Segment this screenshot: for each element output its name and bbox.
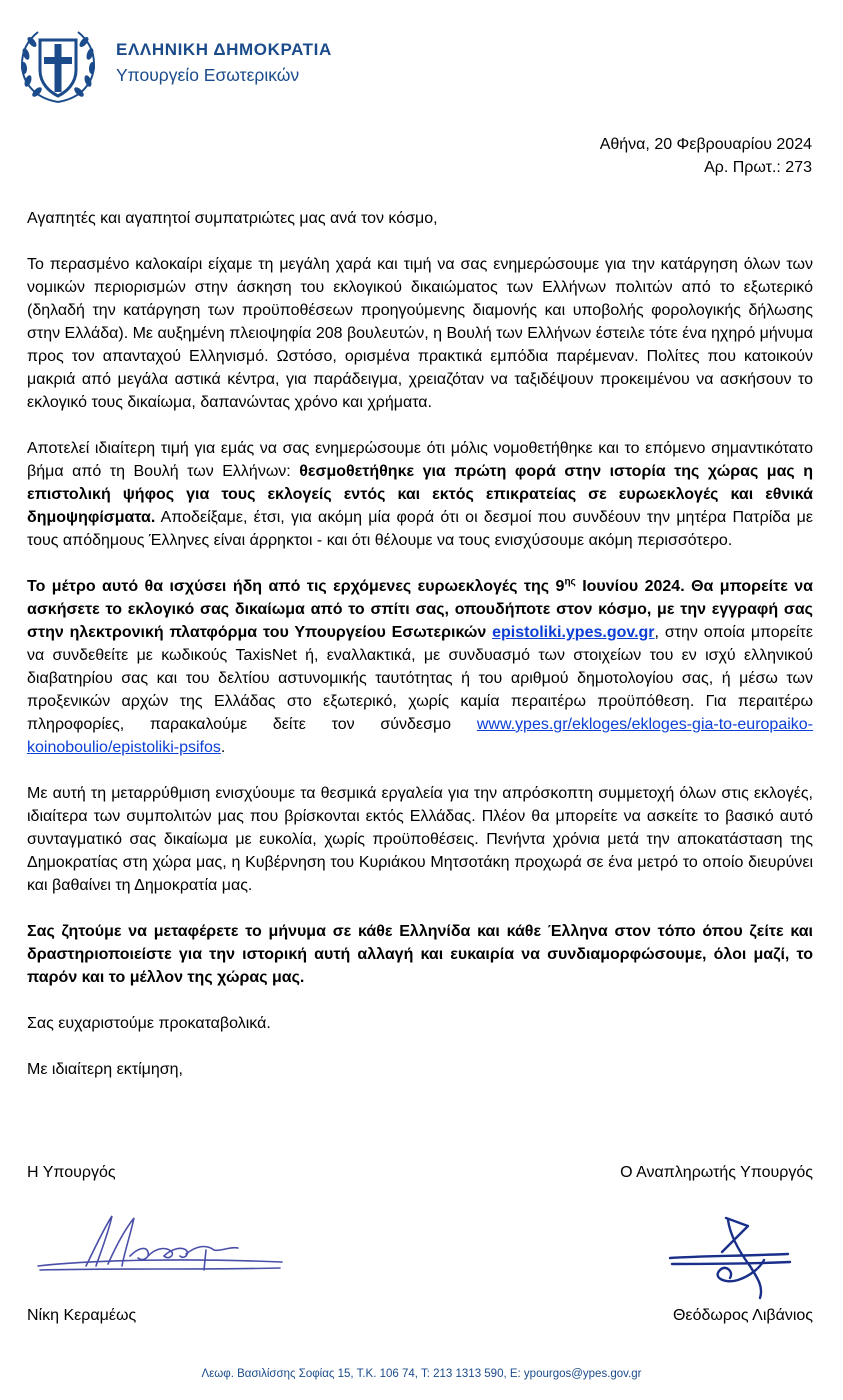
footer-address: Λεωφ. Βασιλίσσης Σοφίας 15, Τ.Κ. 106 74, Τ: 213 1313 590, Ε: ypourgos@ypes.gov.gr bbox=[201, 1368, 642, 1380]
minister-name: Νίκη Κεραμέως bbox=[27, 1307, 137, 1324]
paragraph-3-text: , στην οποία μπορείτε να συνδεθείτε με κωδικούς TaxisNet ή, εναλλακτικά, με συνδυασμό των στοιχείων του εν ισχύ ελληνικού διαβατηρίου σας και του δελτίου αστυνομικής ταυτότητας ή του αριθμού δημοτολογίου σας, ή μέσω των προξενικών αρχών της Ελλάδας στο εξωτερικό, χωρίς καμία περαιτέρω προϋπόθεση. Για περαιτέρω πληροφορίες, παρακαλούμε δείτε τον σύνδεσμο bbox=[27, 624, 813, 733]
paragraph-3-end: . bbox=[220, 739, 226, 756]
paragraph-2-intro: Αποτελεί ιδιαίτερη τιμή για εμάς να σας ενημερώσουμε ότι μόλις νομοθετήθηκε και το επόμενο σημαντικότατο βήμα από τη Βουλή των Ελλήνων: bbox=[27, 440, 813, 480]
greeting: Αγαπητές και αγαπητοί συμπατριώτες μας ανά τον κόσμο, bbox=[27, 210, 438, 227]
paragraph-3 bbox=[27, 575, 813, 759]
paragraph-1: Το περασμένο καλοκαίρι είχαμε τη μεγάλη χαρά και τιμή να σας ενημερώσουμε για την κατάργηση όλων των νομικών περιορισμών στην άσκηση του εκλογικού δικαιώματος των Ελλήνων πολιτών από το εξωτερικό (δηλαδή την κατάργηση των προϋποθέσεων προηγούμενης διαμονής και υποβολής φορολογικής δήλωσης στην Ελλάδα). Με αυξημένη πλειοψηφία 208 βουλευτών, η Βουλή των Ελλήνων έστειλε τότε ένα ηχηρό μήνυμα προς τον απανταχού Ελληνισμό. Ωστόσο, ορισμένα πρακτικά εμπόδια παρέμεναν. Πολίτες που κατοικούν μακριά από μεγάλα αστικά κέντρα, για παράδειγμα, χρειαζόταν να ταξιδέψουν προκειμένου να ασκήσουν το εκλογικό τους δικαίωμα, δαπανώντας χρόνο και χρήματα. bbox=[27, 256, 813, 411]
paragraph-3-bold-b: Ιουνίου 2024. Θα μπορείτε να ασκήσετε το εκλογικό σας δικαίωμα από το σπίτι σας, οπουδήποτε στον κόσμο, με την εγγραφή σας στην ηλεκτρονική πλατφόρμα του Υπουργείου Εσωτερικών bbox=[27, 578, 814, 641]
letter-meta bbox=[600, 133, 812, 179]
thanks-line: Σας ευχαριστούμε προκαταβολικά. bbox=[27, 1015, 271, 1032]
paragraph-2 bbox=[27, 437, 813, 552]
protocol-number: Αρ. Πρωτ.: 273 bbox=[704, 159, 812, 176]
deputy-minister-signature-icon bbox=[668, 1214, 796, 1304]
closing-line: Με ιδιαίτερη εκτίμηση, bbox=[27, 1061, 183, 1078]
paragraph-2-bold: θεσμοθετήθηκε για πρώτη φορά στην ιστορία της χώρας μας η επιστολική ψήφος για τους εκλογείς εντός και εκτός επικρατείας σε ευρωεκλογές και εθνικά δημοψηφίσματα. bbox=[27, 463, 813, 526]
ordinal-suffix: ης bbox=[564, 576, 576, 588]
minister-role: Η Υπουργός bbox=[27, 1164, 116, 1181]
paragraph-4: Με αυτή τη μεταρρύθμιση ενισχύουμε τα θεσμικά εργαλεία για την απρόσκοπτη συμμετοχή όλων στις εκλογές, ιδιαίτερα των συμπολιτών μας που βρίσκονται εκτός Ελλάδας. Πλέον θα μπορείτε να ασκείτε το βασικό αυτό συνταγματικό σας δικαίωμα με ευκολία, χωρίς προϋποθέσεις. Πενήντα χρόνια μετά την αποκατάσταση της Δημοκρατίας στη χώρα μας, η Κυβέρνηση του Κυριάκου Μητσοτάκη προχωρά σε ένα μετρό το οποίο διευρύνει και βαθαίνει τη Δημοκρατία μας. bbox=[27, 785, 813, 894]
letter-date: Αθήνα, 20 Φεβρουαρίου 2024 bbox=[599, 136, 812, 153]
paragraph-3-bold-a: Το μέτρο αυτό θα ισχύσει ήδη από τις ερχόμενες ευρωεκλογές της 9 bbox=[27, 578, 565, 595]
deputy-minister-name: Θεόδωρος Λιβάνιος bbox=[672, 1307, 813, 1324]
paragraph-5: Σας ζητούμε να μεταφέρετε το μήνυμα σε κάθε Ελληνίδα και κάθε Έλληνα στον τόπο όπου ζείτε και δραστηριοποιείστε για την ιστορική αυτή αλλαγή και ευκαιρία να συνδιαμορφώσουμε, όλοι μαζί, το παρόν και το μέλλον της χώρας μας. bbox=[27, 923, 813, 986]
deputy-minister-role: Ο Αναπληρωτής Υπουργός bbox=[620, 1164, 813, 1181]
letterhead-subtitle: Υπουργείο Εσωτερικών bbox=[116, 65, 300, 85]
postal-vote-info-link[interactable]: www.ypes.gr/ekloges/ekloges-gia-to-europaiko-koinoboulio/epistoliki-psifos bbox=[27, 716, 813, 756]
letterhead-title: ΕΛΛΗΝΙΚΗ ΔΗΜΟΚΡΑΤΙΑ bbox=[116, 40, 332, 59]
greek-coat-of-arms-icon bbox=[16, 24, 100, 108]
minister-signature-icon bbox=[34, 1210, 286, 1284]
letter-body bbox=[27, 207, 813, 1081]
paragraph-2-rest: Αποδείξαμε, έτσι, για ακόμη μία φορά ότι οι δεσμοί που συνδέουν την μητέρα Πατρίδα με τους απόδημους Έλληνες είναι άρρηκτοι - και ότι θέλουμε να τους ενισχύσουμε ακόμη περισσότερο. bbox=[27, 509, 813, 549]
epistoliki-platform-link[interactable]: epistoliki.ypes.gov.gr bbox=[492, 624, 655, 641]
